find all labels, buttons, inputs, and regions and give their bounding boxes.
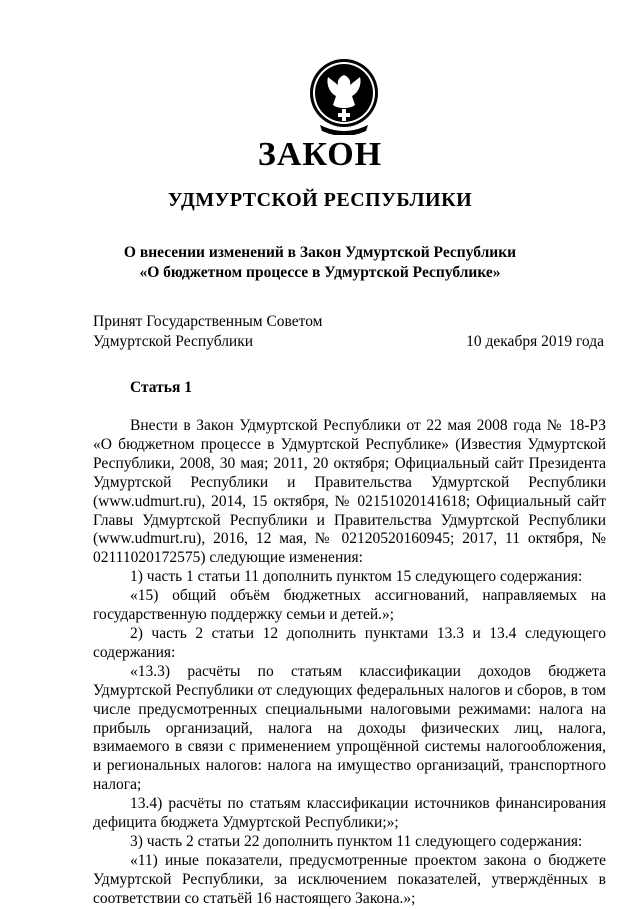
article-paragraph: Внести в Закон Удмуртской Республики от 22 мая 2008 года № 18-РЗ «О бюджетном процессе в Удмуртской Республике» (Известия Удмуртской Республики, 2008, 30 мая; 2011, 20 октября; Официальный сайт Президента Удмуртской Республики и Правительства Удмуртской Республики (www.udmurt.ru), 2014, 15 октября, № 02151020141618; Официальный сайт Главы Удмуртской Республики и Правительства Удмуртской Республики (www.udmurt.ru), 2016, 12 мая, № 02120520160945; 2017, 11 октября, № 02111020172575) следующие изменения:: [93, 417, 606, 567]
article-paragraph: «11) иные показатели, предусмотренные проектом закона о бюджете Удмуртской Республики, за исключением показателей, утверждённых в соответствии со статьёй 16 настоящего Закона.»;: [93, 851, 606, 907]
article-paragraph: «15) общий объём бюджетных ассигнований, направляемых на государственную поддержку семьи и детей.»;: [93, 587, 606, 624]
article-paragraph: 3) часть 2 статьи 22 дополнить пунктом 11 следующего содержания:: [130, 832, 583, 850]
article-paragraph: 1) часть 1 статьи 11 дополнить пунктом 15 следующего содержания:: [130, 568, 583, 586]
law-name-line-1: О внесении изменений в Закон Удмуртской Республики: [123, 244, 517, 261]
adoption-line-1: Принят Государственным Советом: [93, 313, 323, 330]
adoption-line-2: Удмуртской Республики: [93, 333, 254, 350]
article-heading: Статья 1: [130, 379, 192, 396]
article-body: [93, 417, 606, 909]
document-subtitle: УДМУРТСКОЙ РЕСПУБЛИКИ: [167, 189, 473, 211]
coat-of-arms-icon: [306, 55, 382, 135]
adoption-statement: [93, 312, 323, 352]
law-name: [0, 243, 640, 283]
article-paragraph: «13.3) расчёты по статьям классификации доходов бюджета Удмуртской Республики от следующих федеральных налогов и сборов, в том числе предусмотренных специальными налоговыми режимами: налога на прибыль организаций, налога на доходы физических лиц, налога, взимаемого в связи с применением упрощённой системы налогообложения, и региональных налогов: налога на имущество организаций, транспортного налога;: [93, 662, 606, 794]
law-name-line-2: «О бюджетном процессе в Удмуртской Республике»: [139, 264, 501, 281]
adoption-date: 10 декабря 2019 года: [466, 333, 604, 350]
document-title: ЗАКОН: [257, 136, 383, 173]
article-paragraph: 13.4) расчёты по статьям классификации источников финансирования дефицита бюджета Удмуртской Республики;»;: [93, 795, 606, 832]
article-paragraph: 2) часть 2 статьи 12 дополнить пунктами 13.3 и 13.4 следующего содержания:: [93, 624, 606, 661]
